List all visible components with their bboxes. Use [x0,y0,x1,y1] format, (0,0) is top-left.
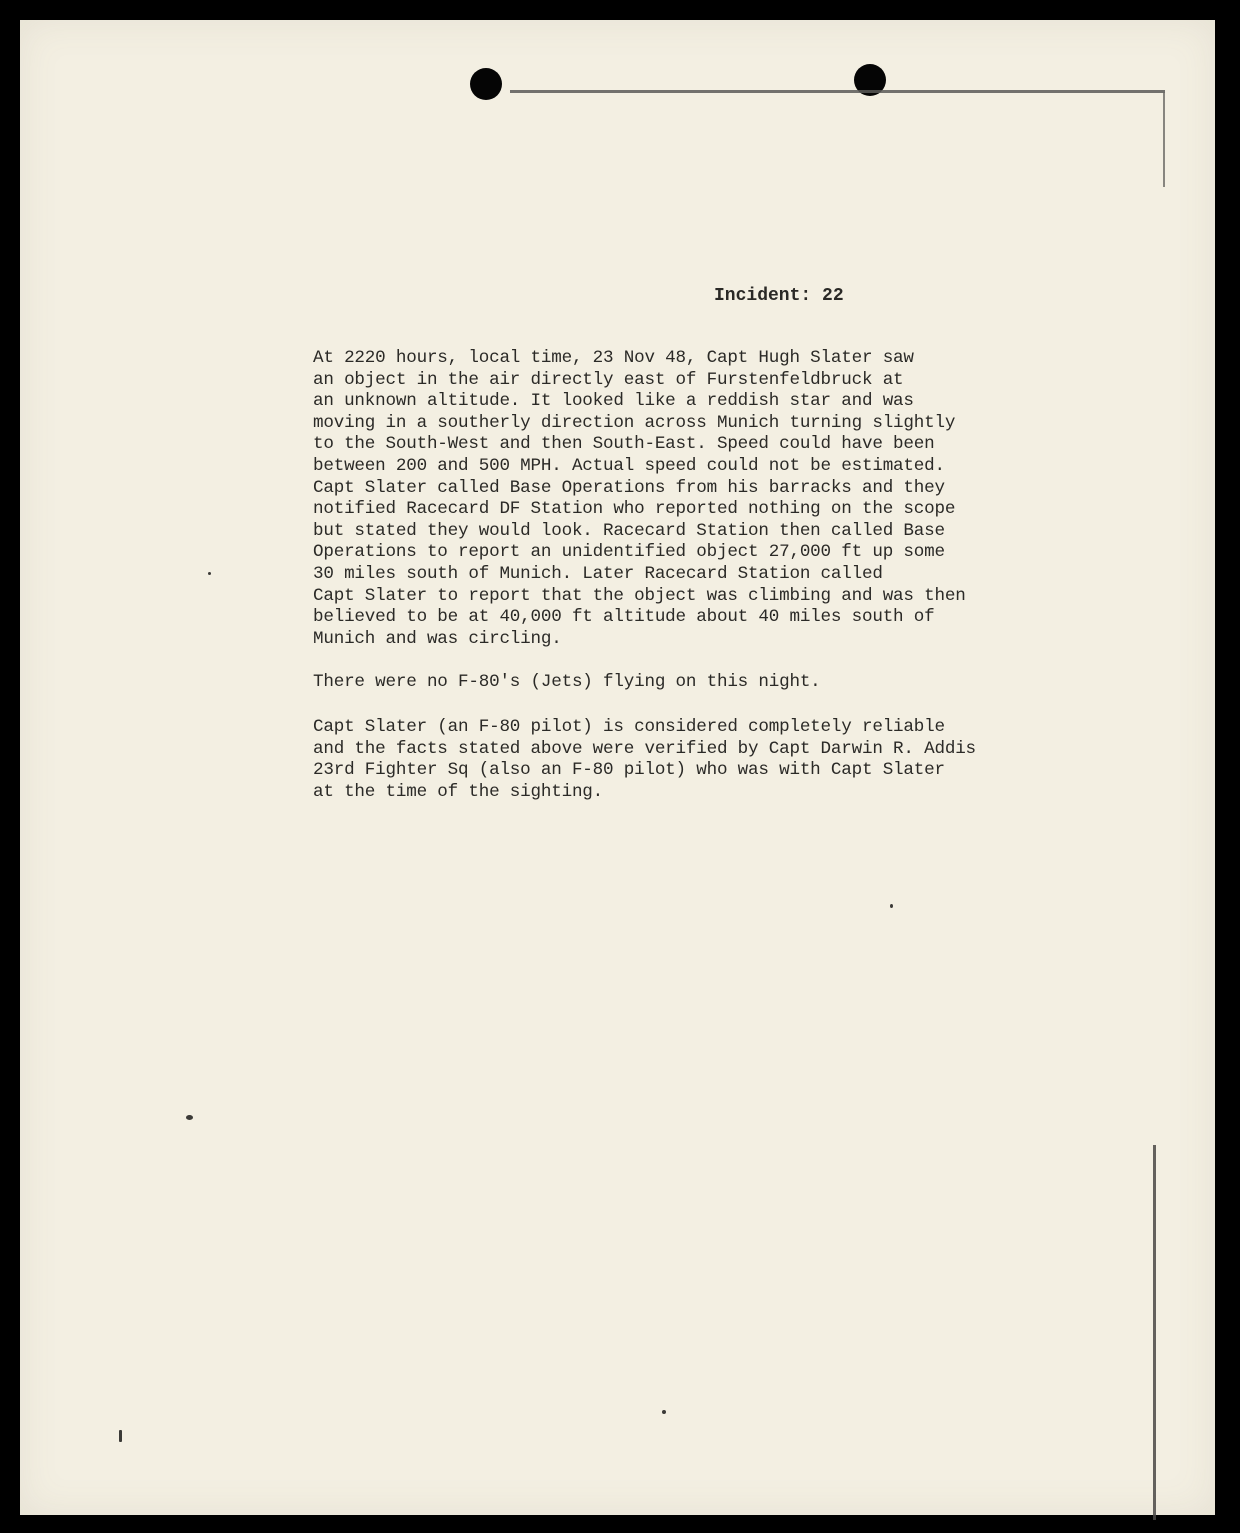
ink-speck [119,1430,122,1442]
incident-header: Incident: 22 [714,286,844,306]
top-edge-line [510,90,1165,93]
reliability-paragraph: Capt Slater (an F-80 pilot) is considered completely reliable and the facts stated above were verified by Capt Darwin R. Addis 23rd Fighter Sq (also an F-80 pilot) who was with Capt Slater at the time of the sighting. [313,717,976,802]
right-edge-line-top [1163,92,1165,187]
jets-note-paragraph: There were no F-80's (Jets) flying on this night. [313,672,821,692]
ink-speck [186,1115,193,1120]
document-page [20,20,1215,1515]
ink-speck [890,904,893,908]
ink-speck [662,1410,666,1414]
binder-hole-left [470,68,502,100]
ink-speck [208,572,211,575]
right-edge-line-bottom [1153,1145,1156,1520]
report-paragraph: At 2220 hours, local time, 23 Nov 48, Capt Hugh Slater saw an object in the air directly east of Furstenfeldbruck at an unknown altitude. It looked like a reddish star and was moving in a southerly direction across Munich turning slightly to the South-West and then South-East. Speed could have been between 200 and 500 MPH. Actual speed could not be estimated. Capt Slater called Base Operations from his barracks and they notified Racecard DF Station who reported nothing on the scope but stated they would look. Racecard Station then called Base Operations to report an unidentified object 27,000 ft up some 30 miles south of Munich. Later Racecard Station called Capt Slater to report that the object was climbing and was then believed to be at 40,000 ft altitude about 40 miles south of Munich and was circling. [313,348,966,649]
